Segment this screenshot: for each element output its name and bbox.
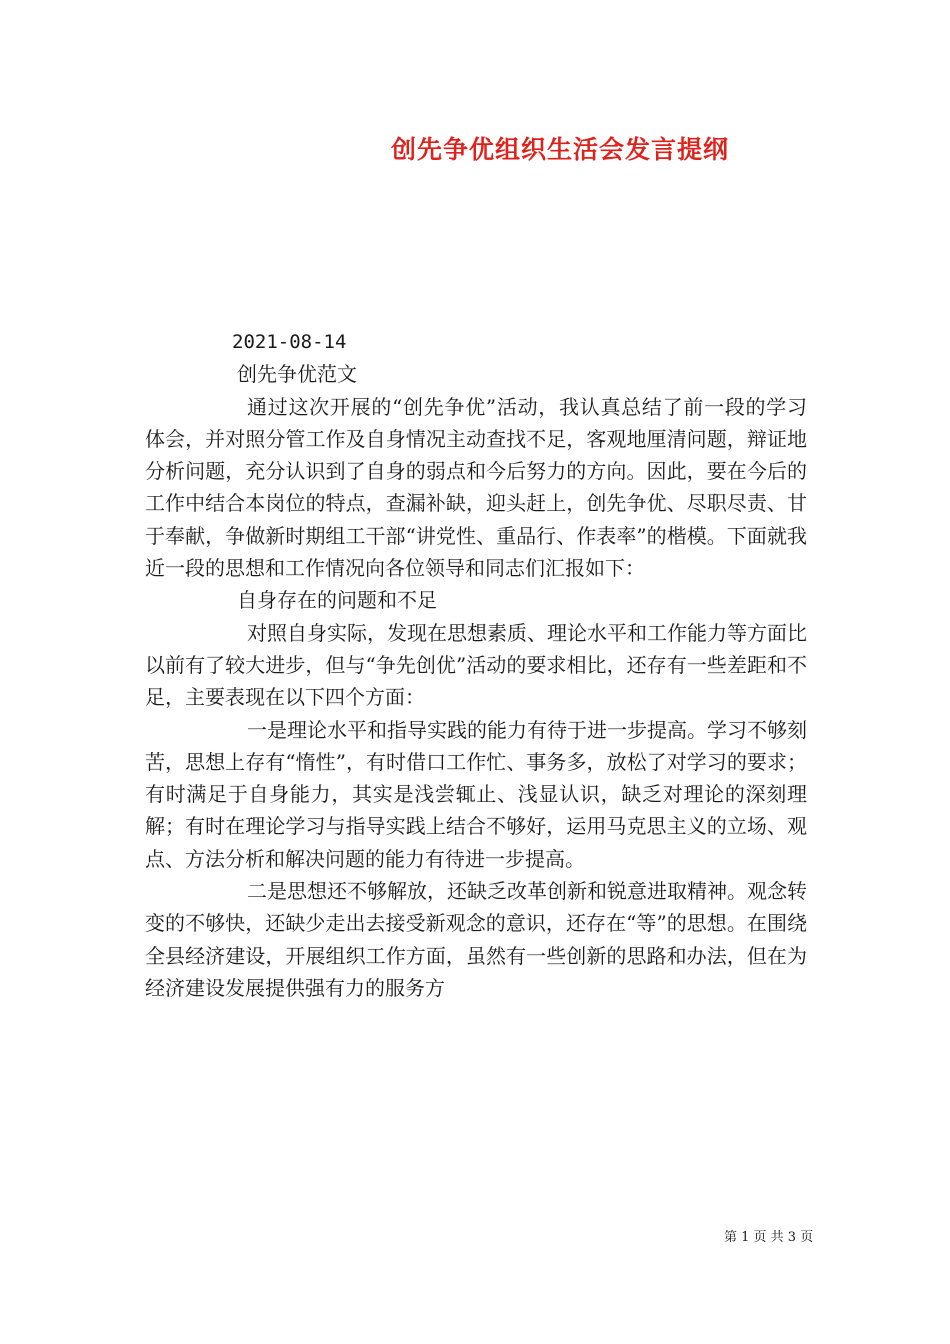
page-number-footer: 第 1 页 共 3 页 (724, 1230, 814, 1245)
document-body (145, 326, 807, 1004)
document-title: 创先争优组织生活会发言提纲 (390, 135, 729, 164)
document-category: 创先争优范文 (237, 362, 357, 387)
paragraph-intro: 通过这次开展的“创先争优”活动，我认真总结了前一段的学习体会，并对照分管工作及自身情况主动查找不足，客观地厘清问题，辩证地分析问题，充分认识到了自身的弱点和今后努力的方向。因此，要在今后的工作中结合本岗位的特点，查漏补缺，迎头赶上，创先争优、尽职尽责、甘于奉献，争做新时期组工干部“讲党性、重品行、作表率”的楷模。下面就我近一段的思想和工作情况向各位领导和同志们汇报如下： (145, 394, 807, 581)
section-heading: 自身存在的问题和不足 (237, 588, 437, 613)
paragraph-point-one: 一是理论水平和指导实践的能力有待于进一步提高。学习不够刻苦，思想上存有“惰性”，有时借口工作忙、事务多，放松了对学习的要求；有时满足于自身能力，其实是浅尝辄止、浅显认识，缺乏对理论的深刻理解；有时在理论学习与指导实践上结合不够好，运用马克思主义的立场、观点、方法分析和解决问题的能力有待进一步提高。 (145, 717, 807, 871)
paragraph-problems: 对照自身实际，发现在思想素质、理论水平和工作能力等方面比以前有了较大进步，但与“争先创优”活动的要求相比，还存有一些差距和不足，主要表现在以下四个方面： (145, 620, 807, 710)
document-date: 2021-08-14 (232, 331, 347, 353)
paragraph-point-two: 二是思想还不够解放，还缺乏改革创新和锐意进取精神。观念转变的不够快，还缺少走出去接受新观念的意识，还存在“等”的思想。在围绕全县经济建设，开展组织工作方面，虽然有一些创新的思路和办法，但在为经济建设发展提供强有力的服务方 (145, 879, 807, 1000)
